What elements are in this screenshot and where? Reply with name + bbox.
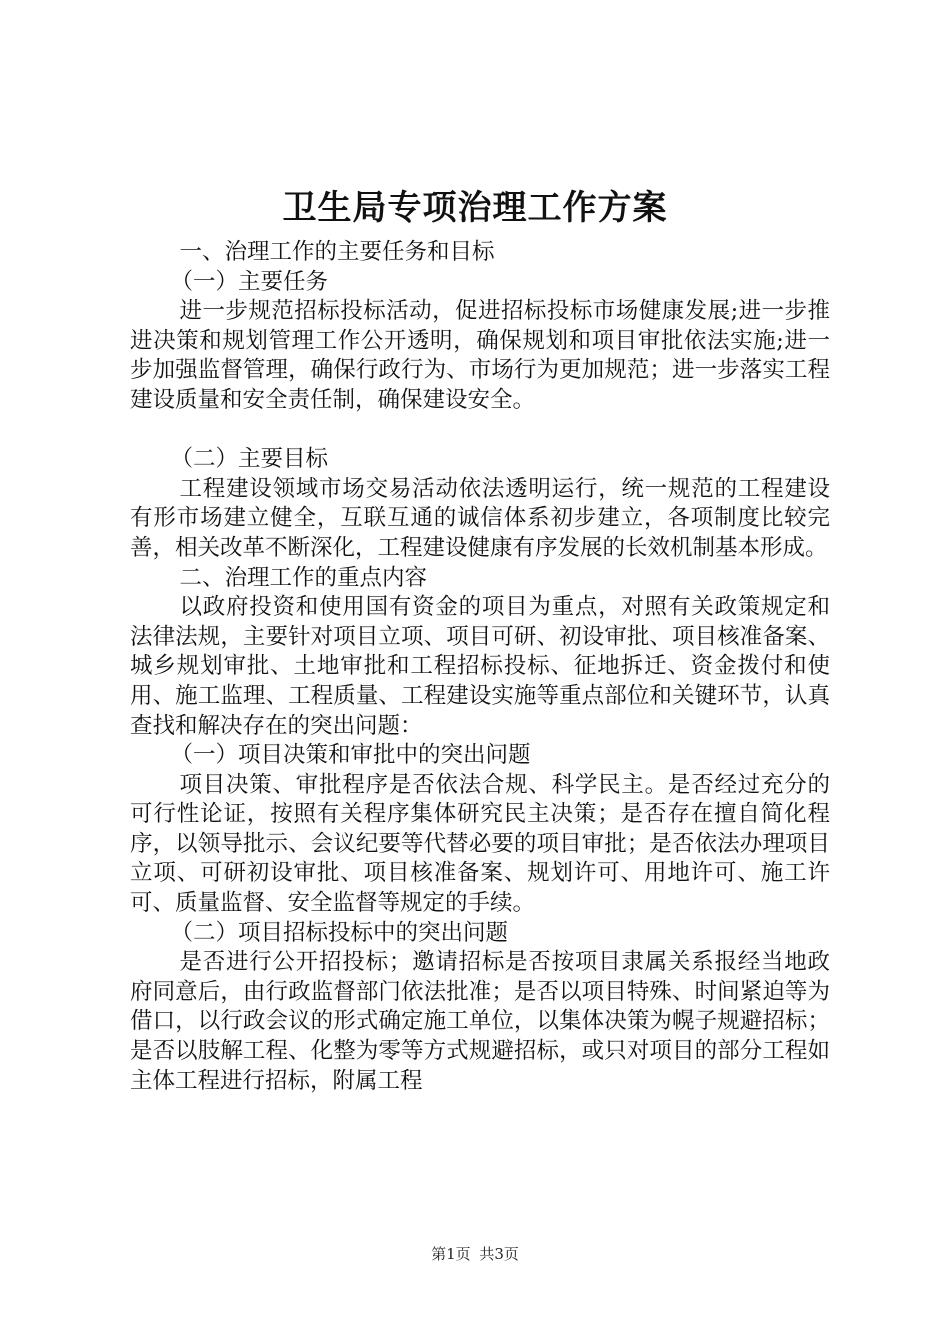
subsection-heading: （二）主要目标 [170, 446, 329, 473]
paragraph-gap [130, 416, 830, 446]
document-body [130, 238, 830, 1096]
page-total: 共3页 [479, 1245, 519, 1263]
page-number: 第1页 [431, 1245, 471, 1263]
section-heading: 一、治理工作的主要任务和目标 [179, 239, 495, 265]
document-title: 卫生局专项治理工作方案 [282, 188, 668, 228]
subsection-heading: （一）主要任务 [170, 268, 329, 295]
paragraph: 进一步规范招标投标活动，促进招标投标市场健康发展;进一步推进决策和规划管理工作公开透明，确保规划和项目审批依法实施;进一步加强监督管理，确保行政行为、市场行为更加规范；进一步落实工程建设质量和安全责任制，确保建设安全。 [130, 298, 830, 413]
paragraph: 工程建设领域市场交易活动依法透明运行，统一规范的工程建设有形市场建立健全，互联互通的诚信体系初步建立，各项制度比较完善，相关改革不断深化，工程建设健康有序发展的长效机制基本形成。 [130, 475, 830, 561]
section-heading: 二、治理工作的重点内容 [179, 564, 428, 591]
paragraph: 是否进行公开招投标；邀请招标是否按项目隶属关系报经当地政府同意后，由行政监督部门依法批准；是否以项目特殊、时间紧迫等为借口，以行政会议的形式确定施工单位，以集体决策为幌子规避招标；是否以肢解工程、化整为零等方式规避招标，或只对项目的部分工程如主体工程进行招标，附属工程 [130, 949, 830, 1094]
paragraph: 项目决策、审批程序是否依法合规、科学民主。是否经过充分的可行性论证，按照有关程序集体研究民主决策；是否存在擅自简化程序，以领导批示、会议纪要等代替必要的项目审批；是否依法办理项目立项、可研初设审批、项目核准备案、规划许可、用地许可、施工许可、质量监督、安全监督等规定的手续。 [130, 771, 830, 917]
paragraph: 以政府投资和使用国有资金的项目为重点，对照有关政策规定和法律法规，主要针对项目立项、项目可研、初设审批、项目核准备案、城乡规划审批、土地审批和工程招标投标、征地拆迁、资金拨付和使用、施工监理、工程质量、工程建设实施等重点部位和关键环节，认真查找和解决存在的突出问题： [130, 594, 830, 739]
page-footer [0, 1244, 950, 1264]
subsection-heading: （二）项目招标投标中的突出问题 [170, 919, 509, 946]
subsection-heading: （一）项目决策和审批中的突出问题 [170, 742, 531, 769]
